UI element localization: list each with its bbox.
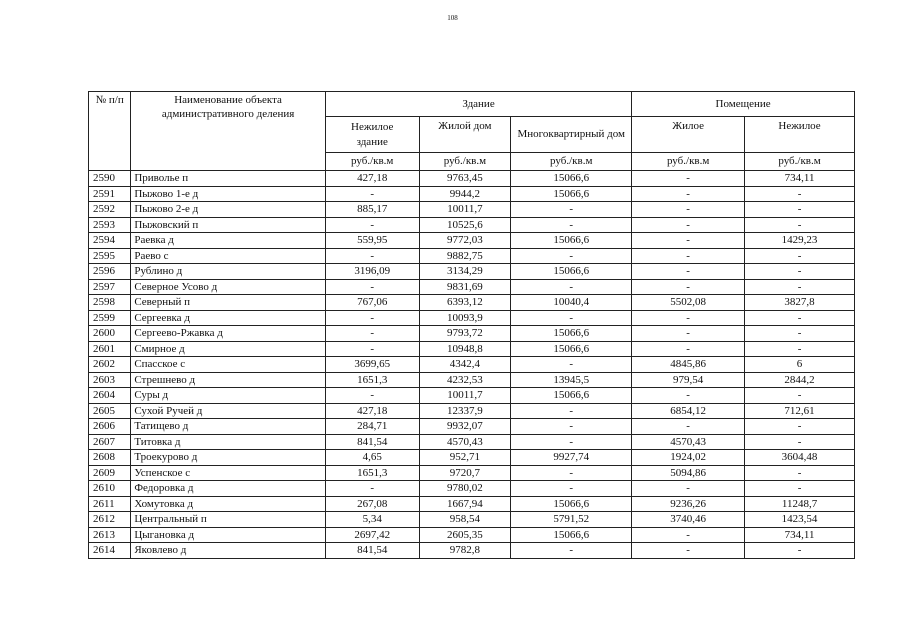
row-number: 2598 [89, 295, 131, 311]
settlement-name: Татищево д [131, 419, 326, 435]
table-row [89, 496, 855, 512]
settlement-name: Титовка д [131, 434, 326, 450]
res-premises-value: 4845,86 [632, 357, 745, 373]
res-premises-value: - [632, 341, 745, 357]
res-premises-value: 3740,46 [632, 512, 745, 528]
unit-label: руб./кв.м [511, 153, 632, 171]
res-premises-value: - [632, 233, 745, 249]
table-row [89, 186, 855, 202]
apartment-house-value: - [511, 434, 632, 450]
table-row [89, 465, 855, 481]
res-house-value: 4342,4 [419, 357, 511, 373]
header-res-premises: Жилое [632, 117, 745, 153]
res-house-value: 9944,2 [419, 186, 511, 202]
nonres-premises-value: - [745, 341, 855, 357]
apartment-house-value: - [511, 481, 632, 497]
res-premises-value: 4570,43 [632, 434, 745, 450]
row-number: 2603 [89, 372, 131, 388]
nonres-building-value: 267,08 [325, 496, 419, 512]
row-number: 2600 [89, 326, 131, 342]
res-house-value: 952,71 [419, 450, 511, 466]
res-premises-value: - [632, 279, 745, 295]
res-house-value: 9831,69 [419, 279, 511, 295]
settlement-name: Центральный п [131, 512, 326, 528]
row-number: 2607 [89, 434, 131, 450]
apartment-house-value: 15066,6 [511, 264, 632, 280]
settlement-name: Северный п [131, 295, 326, 311]
table-row [89, 202, 855, 218]
nonres-building-value: 4,65 [325, 450, 419, 466]
res-house-value: 9882,75 [419, 248, 511, 264]
settlement-name: Яковлево д [131, 543, 326, 559]
nonres-building-value: - [325, 310, 419, 326]
apartment-house-value: - [511, 310, 632, 326]
nonres-premises-value: 3604,48 [745, 450, 855, 466]
header-apartment-house-text: Многоквартирный дом [517, 128, 625, 140]
nonres-premises-value: - [745, 481, 855, 497]
unit-label: руб./кв.м [745, 153, 855, 171]
apartment-house-value: - [511, 403, 632, 419]
row-number: 2592 [89, 202, 131, 218]
row-number: 2606 [89, 419, 131, 435]
row-number: 2605 [89, 403, 131, 419]
apartment-house-value: - [511, 248, 632, 264]
table-row [89, 310, 855, 326]
nonres-building-value: 284,71 [325, 419, 419, 435]
nonres-building-value: - [325, 481, 419, 497]
res-house-value: 9782,8 [419, 543, 511, 559]
nonres-building-value: 2697,42 [325, 527, 419, 543]
table-body [89, 171, 855, 559]
nonres-premises-value: 3827,8 [745, 295, 855, 311]
settlement-name: Раево с [131, 248, 326, 264]
row-number: 2591 [89, 186, 131, 202]
settlement-name: Сергеево-Ржавка д [131, 326, 326, 342]
settlement-name: Хомутовка д [131, 496, 326, 512]
row-number: 2611 [89, 496, 131, 512]
nonres-building-value: 427,18 [325, 171, 419, 187]
table-row [89, 171, 855, 187]
res-house-value: 9780,02 [419, 481, 511, 497]
res-house-value: 12337,9 [419, 403, 511, 419]
nonres-premises-value: - [745, 248, 855, 264]
nonres-premises-value: 1429,23 [745, 233, 855, 249]
header-nonres-premises: Нежилое [745, 117, 855, 153]
apartment-house-value: 15066,6 [511, 527, 632, 543]
nonres-premises-value: - [745, 264, 855, 280]
res-premises-value: - [632, 171, 745, 187]
res-premises-value: - [632, 186, 745, 202]
row-number: 2596 [89, 264, 131, 280]
settlement-name: Пыжово 2-е д [131, 202, 326, 218]
table-row [89, 279, 855, 295]
table-row [89, 419, 855, 435]
table-row [89, 248, 855, 264]
nonres-building-value: - [325, 186, 419, 202]
res-premises-value: - [632, 527, 745, 543]
nonres-premises-value: - [745, 388, 855, 404]
res-house-value: 1667,94 [419, 496, 511, 512]
header-num: № п/п [89, 92, 131, 171]
res-premises-value: - [632, 248, 745, 264]
table-row [89, 403, 855, 419]
table-row [89, 434, 855, 450]
settlement-name: Стрешнево д [131, 372, 326, 388]
nonres-premises-value: - [745, 310, 855, 326]
res-premises-value: 9236,26 [632, 496, 745, 512]
nonres-premises-value: 2844,2 [745, 372, 855, 388]
row-number: 2614 [89, 543, 131, 559]
row-number: 2602 [89, 357, 131, 373]
res-house-value: 10011,7 [419, 202, 511, 218]
nonres-premises-value: - [745, 543, 855, 559]
nonres-premises-value: - [745, 434, 855, 450]
nonres-building-value: 559,95 [325, 233, 419, 249]
header-name [131, 92, 326, 171]
nonres-premises-value: 734,11 [745, 171, 855, 187]
apartment-house-value: - [511, 543, 632, 559]
nonres-premises-value: - [745, 419, 855, 435]
nonres-building-value: - [325, 279, 419, 295]
settlement-name: Рублино д [131, 264, 326, 280]
nonres-building-value: - [325, 388, 419, 404]
res-house-value: 9763,45 [419, 171, 511, 187]
res-premises-value: - [632, 419, 745, 435]
row-number: 2601 [89, 341, 131, 357]
apartment-house-value: 10040,4 [511, 295, 632, 311]
nonres-building-value: 3699,65 [325, 357, 419, 373]
apartment-house-value: 13945,5 [511, 372, 632, 388]
nonres-building-value: 1651,3 [325, 372, 419, 388]
res-premises-value: 5502,08 [632, 295, 745, 311]
nonres-building-value: 1651,3 [325, 465, 419, 481]
row-number: 2610 [89, 481, 131, 497]
apartment-house-value: 9927,74 [511, 450, 632, 466]
row-number: 2595 [89, 248, 131, 264]
row-number: 2612 [89, 512, 131, 528]
apartment-house-value: 15066,6 [511, 171, 632, 187]
nonres-building-value: 841,54 [325, 543, 419, 559]
row-number: 2593 [89, 217, 131, 233]
res-premises-value: - [632, 264, 745, 280]
table-row [89, 543, 855, 559]
res-premises-value: - [632, 481, 745, 497]
res-premises-value: - [632, 388, 745, 404]
res-house-value: 3134,29 [419, 264, 511, 280]
header-res-house: Жилой дом [419, 117, 511, 153]
settlement-name: Пыжовский п [131, 217, 326, 233]
settlement-name: Смирное д [131, 341, 326, 357]
header-building: Здание [325, 92, 631, 117]
table-row [89, 527, 855, 543]
nonres-building-value: 885,17 [325, 202, 419, 218]
nonres-building-value: - [325, 341, 419, 357]
nonres-premises-value: - [745, 465, 855, 481]
nonres-building-value: - [325, 248, 419, 264]
settlement-name: Спасское с [131, 357, 326, 373]
settlement-name: Троекурово д [131, 450, 326, 466]
res-house-value: 2605,35 [419, 527, 511, 543]
table-row [89, 450, 855, 466]
table-row [89, 388, 855, 404]
nonres-building-value: 3196,09 [325, 264, 419, 280]
apartment-house-value: - [511, 465, 632, 481]
settlement-name: Приволье п [131, 171, 326, 187]
nonres-building-value: - [325, 326, 419, 342]
res-house-value: 10948,8 [419, 341, 511, 357]
row-number: 2609 [89, 465, 131, 481]
nonres-building-value: 427,18 [325, 403, 419, 419]
res-premises-value: 979,54 [632, 372, 745, 388]
header-nonres-building-text: Нежилое здание [351, 120, 394, 148]
unit-label: руб./кв.м [632, 153, 745, 171]
apartment-house-value: 5791,52 [511, 512, 632, 528]
res-house-value: 10093,9 [419, 310, 511, 326]
apartment-house-value: - [511, 279, 632, 295]
res-house-value: 9720,7 [419, 465, 511, 481]
cadastral-value-table [88, 91, 855, 559]
row-number: 2597 [89, 279, 131, 295]
res-premises-value: 5094,86 [632, 465, 745, 481]
nonres-premises-value: 734,11 [745, 527, 855, 543]
res-premises-value: - [632, 543, 745, 559]
res-house-value: 4570,43 [419, 434, 511, 450]
apartment-house-value: - [511, 357, 632, 373]
header-name-text: Наименование объекта административного деления [161, 94, 295, 120]
row-number: 2604 [89, 388, 131, 404]
res-house-value: 6393,12 [419, 295, 511, 311]
table-row [89, 217, 855, 233]
row-number: 2608 [89, 450, 131, 466]
settlement-name: Успенское с [131, 465, 326, 481]
apartment-house-value: 15066,6 [511, 186, 632, 202]
nonres-premises-value: - [745, 202, 855, 218]
res-house-value: 9793,72 [419, 326, 511, 342]
settlement-name: Северное Усово д [131, 279, 326, 295]
res-house-value: 958,54 [419, 512, 511, 528]
nonres-premises-value: - [745, 217, 855, 233]
res-house-value: 9772,03 [419, 233, 511, 249]
apartment-house-value: - [511, 202, 632, 218]
res-premises-value: 6854,12 [632, 403, 745, 419]
settlement-name: Цыгановка д [131, 527, 326, 543]
table-row [89, 326, 855, 342]
res-house-value: 10525,6 [419, 217, 511, 233]
unit-label: руб./кв.м [325, 153, 419, 171]
table-row [89, 295, 855, 311]
apartment-house-value: - [511, 419, 632, 435]
settlement-name: Пыжово 1-е д [131, 186, 326, 202]
table-row [89, 372, 855, 388]
nonres-building-value: 767,06 [325, 295, 419, 311]
settlement-name: Сергеевка д [131, 310, 326, 326]
nonres-premises-value: - [745, 279, 855, 295]
row-number: 2594 [89, 233, 131, 249]
table-row [89, 264, 855, 280]
nonres-premises-value: - [745, 326, 855, 342]
page-number: 108 [447, 14, 458, 22]
res-premises-value: - [632, 310, 745, 326]
header-nonres-building [325, 117, 419, 153]
nonres-building-value: 841,54 [325, 434, 419, 450]
row-number: 2613 [89, 527, 131, 543]
res-house-value: 9932,07 [419, 419, 511, 435]
header-apartment-house [511, 117, 632, 153]
table-row [89, 233, 855, 249]
apartment-house-value: - [511, 217, 632, 233]
apartment-house-value: 15066,6 [511, 341, 632, 357]
res-house-value: 4232,53 [419, 372, 511, 388]
header-premises: Помещение [632, 92, 855, 117]
row-number: 2590 [89, 171, 131, 187]
apartment-house-value: 15066,6 [511, 496, 632, 512]
nonres-building-value: - [325, 217, 419, 233]
settlement-name: Сухой Ручей д [131, 403, 326, 419]
unit-label: руб./кв.м [419, 153, 511, 171]
nonres-premises-value: 11248,7 [745, 496, 855, 512]
nonres-premises-value: 6 [745, 357, 855, 373]
res-premises-value: - [632, 202, 745, 218]
nonres-building-value: 5,34 [325, 512, 419, 528]
res-premises-value: 1924,02 [632, 450, 745, 466]
table-row [89, 481, 855, 497]
table-row [89, 512, 855, 528]
settlement-name: Федоровка д [131, 481, 326, 497]
table-row [89, 341, 855, 357]
nonres-premises-value: 1423,54 [745, 512, 855, 528]
nonres-premises-value: - [745, 186, 855, 202]
apartment-house-value: 15066,6 [511, 326, 632, 342]
res-premises-value: - [632, 326, 745, 342]
res-premises-value: - [632, 217, 745, 233]
settlement-name: Суры д [131, 388, 326, 404]
settlement-name: Раевка д [131, 233, 326, 249]
apartment-house-value: 15066,6 [511, 388, 632, 404]
table-row [89, 357, 855, 373]
nonres-premises-value: 712,61 [745, 403, 855, 419]
row-number: 2599 [89, 310, 131, 326]
apartment-house-value: 15066,6 [511, 233, 632, 249]
res-house-value: 10011,7 [419, 388, 511, 404]
